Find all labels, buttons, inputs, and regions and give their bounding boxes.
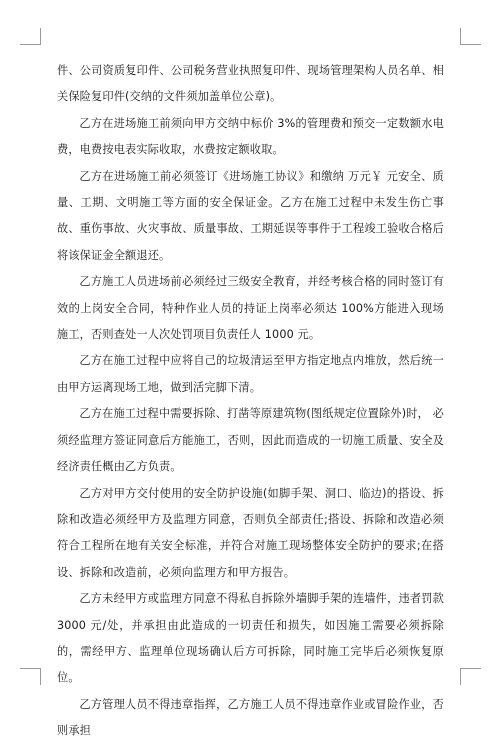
crop-mark-bottom-left bbox=[20, 668, 41, 685]
paragraph: 件、公司资质复印件、公司税务营业执照复印件、现场管理架构人员名单、相关保险复印件(交纳的文件须加盖单位公章)。 bbox=[57, 64, 444, 104]
crop-mark-bottom-right bbox=[460, 668, 481, 685]
paragraph: 乙方在施工过程中需要拆除、打凿等原建筑物(图纸规定位置除外)时， 必须经监理方签证同意后方能施工，否则，因此而造成的一切施工质量、安全及经济责任概由乙方负责。 bbox=[57, 407, 444, 474]
paragraph: 乙方在进场施工前必须签订《进场施工协议》和缴纳 万元￥ 元安全、质量、工期、文明施工等方面的安全保证金。乙方在施工过程中未发生伤亡事故、重伤事故、火灾事故、质量事故、工期延误等事件于工程竣工验收合格后将该保证金全额退还。 bbox=[57, 169, 444, 262]
document-body bbox=[57, 58, 444, 745]
crop-mark-top-left bbox=[20, 28, 41, 45]
paragraph: 乙方施工人员进场前必须经过三级安全教育，并经考核合格的同时签订有效的上岗安全合同，特种作业人员的持证上岗率必须达 100%方能进入现场施工，否则查处一人次处罚项目负责任人 1000 元。 bbox=[57, 275, 444, 342]
paragraph: 乙方未经甲方或监理方同意不得私自拆除外墙脚手架的连墙件，违者罚款 3000 元/处，并承担由此造成的一切责任和损失，如因施工需要必须拆除的，需经甲方、监理单位现场确认后方可拆除，同时施工完毕后必须恢复原位。 bbox=[57, 592, 444, 685]
paragraph: 乙方对甲方交付使用的安全防护设施(如脚手架、洞口、临边)的搭设、拆除和改造必须经甲方及监理方同意，否则负全部责任;搭设、拆除和改造必须符合工程所在地有关安全标准，并符合对施工现场整体安全防护的要求;在搭设、拆除和改造前，必须向监理方和甲方报告。 bbox=[57, 486, 444, 579]
paragraph: 乙方在进场施工前须向甲方交纳中标价 3%的管理费和预交一定数额水电费，电费按电表实际收取，水费按定额收取。 bbox=[57, 116, 444, 157]
paragraph: 乙方在施工过程中应将自己的垃圾清运至甲方指定地点内堆放，然后统一由甲方运离现场工地，做到活完脚下清。 bbox=[57, 354, 444, 394]
crop-mark-top-right bbox=[460, 28, 481, 45]
paragraph: 乙方管理人员不得违章指挥，乙方施工人员不得违章作业或冒险作业，否则承担 bbox=[57, 697, 444, 738]
